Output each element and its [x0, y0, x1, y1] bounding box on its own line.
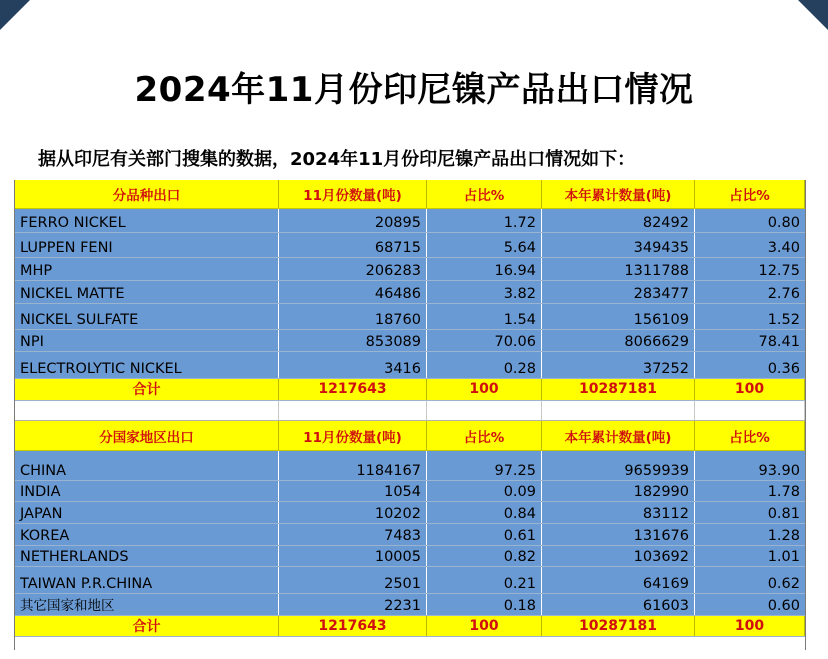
header-cell: 11月份数量(吨) — [279, 421, 427, 450]
blank-cell — [695, 401, 805, 420]
total-month-quantity: 1217643 — [279, 616, 427, 636]
header-cell: 占比% — [427, 421, 542, 450]
product-name: LUPPEN FENI — [15, 233, 279, 257]
month-quantity: 1184167 — [279, 451, 427, 480]
month-quantity: 7483 — [279, 524, 427, 545]
month-quantity: 10202 — [279, 502, 427, 523]
month-quantity: 853089 — [279, 330, 427, 351]
header-cell: 11月份数量(吨) — [279, 180, 427, 208]
ytd-share: 0.60 — [767, 598, 800, 614]
ytd-share: 1.28 — [767, 528, 800, 544]
table-row — [15, 304, 805, 330]
header-cell: 分国家地区出口 — [15, 421, 279, 450]
header-cell: 分品种出口 — [15, 180, 279, 208]
total-ytd-share: 100 — [695, 616, 805, 636]
corner-decoration-right — [798, 0, 828, 30]
month-share: 0.09 — [427, 481, 542, 501]
country-name: INDIA — [15, 481, 279, 501]
ytd-share: 12.75 — [758, 263, 800, 279]
table-row — [15, 546, 805, 567]
table-row — [15, 481, 805, 502]
month-share: 0.84 — [427, 502, 542, 523]
export-spreadsheet — [14, 180, 806, 650]
country-header-row — [15, 421, 805, 451]
ytd-share: 1.78 — [767, 484, 800, 500]
ytd-quantity: 182990 — [542, 481, 695, 501]
page-title: 2024年11月份印尼镍产品出口情况 — [134, 70, 694, 110]
country-name: KOREA — [15, 524, 279, 545]
ytd-quantity: 37252 — [542, 352, 695, 378]
product-name: NICKEL SULFATE — [15, 304, 279, 329]
month-quantity: 10005 — [279, 546, 427, 566]
header-cell: 本年累计数量(吨) — [542, 180, 695, 208]
table-row — [15, 451, 805, 481]
table-row — [15, 524, 805, 546]
table-row — [15, 209, 805, 233]
product-name: MHP — [15, 258, 279, 280]
ytd-quantity: 283477 — [542, 281, 695, 303]
product-name: NICKEL MATTE — [15, 281, 279, 303]
ytd-quantity: 8066629 — [542, 330, 695, 351]
month-quantity: 2501 — [279, 567, 427, 593]
ytd-quantity: 131676 — [542, 524, 695, 545]
table-row — [15, 502, 805, 524]
ytd-quantity: 1311788 — [542, 258, 695, 280]
table-row — [15, 352, 805, 379]
product-name: FERRO NICKEL — [15, 209, 279, 232]
month-quantity: 206283 — [279, 258, 427, 280]
country-name: CHINA — [15, 451, 279, 480]
ytd-quantity: 83112 — [542, 502, 695, 523]
table-row — [15, 594, 805, 616]
ytd-share: 1.01 — [767, 549, 800, 565]
month-share: 0.82 — [427, 546, 542, 566]
total-month-share: 100 — [427, 379, 542, 400]
blank-spacer-row — [15, 401, 805, 421]
ytd-share: 1.52 — [767, 312, 800, 328]
total-ytd-share: 100 — [695, 379, 805, 400]
month-share: 0.61 — [427, 524, 542, 545]
corner-decoration-left — [0, 0, 30, 30]
table-row — [15, 567, 805, 594]
product-total-row — [15, 379, 805, 401]
header-cell: 占比% — [695, 180, 805, 208]
intro-text: 据从印尼有关部门搜集的数据，2024年11月份印尼镍产品出口情况如下： — [38, 149, 636, 170]
ytd-share: 93.90 — [758, 463, 800, 479]
total-ytd-quantity: 10287181 — [542, 379, 695, 400]
ytd-share: 3.40 — [767, 240, 800, 256]
blank-cell — [427, 401, 542, 420]
product-header-row — [15, 180, 805, 209]
month-quantity: 1054 — [279, 481, 427, 501]
ytd-share: 0.36 — [767, 361, 800, 377]
country-name: 其它国家和地区 — [15, 594, 279, 615]
month-quantity: 20895 — [279, 209, 427, 232]
table-row — [15, 281, 805, 304]
ytd-quantity: 61603 — [542, 594, 695, 615]
month-share: 97.25 — [427, 451, 542, 480]
blank-cell — [15, 401, 279, 420]
month-share: 1.54 — [427, 304, 542, 329]
ytd-share: 2.76 — [767, 286, 800, 302]
month-share: 1.72 — [427, 209, 542, 232]
month-share: 5.64 — [427, 233, 542, 257]
header-cell: 占比% — [427, 180, 542, 208]
month-share: 16.94 — [427, 258, 542, 280]
month-share: 70.06 — [427, 330, 542, 351]
month-quantity: 3416 — [279, 352, 427, 378]
month-share: 0.18 — [427, 594, 542, 615]
table-row — [15, 330, 805, 352]
ytd-share: 0.81 — [767, 506, 800, 522]
total-month-share: 100 — [427, 616, 542, 636]
blank-cell — [279, 401, 427, 420]
month-quantity: 46486 — [279, 281, 427, 303]
ytd-quantity: 82492 — [542, 209, 695, 232]
ytd-share: 0.80 — [767, 215, 800, 231]
country-name: NETHERLANDS — [15, 546, 279, 566]
total-ytd-quantity: 10287181 — [542, 616, 695, 636]
ytd-share: 0.62 — [767, 576, 800, 592]
ytd-quantity: 349435 — [542, 233, 695, 257]
country-name: TAIWAN P.R.CHINA — [15, 567, 279, 593]
header-cell: 本年累计数量(吨) — [542, 421, 695, 450]
total-label: 合计 — [15, 379, 279, 400]
header-cell: 占比% — [695, 421, 805, 450]
month-share: 0.28 — [427, 352, 542, 378]
ytd-quantity: 103692 — [542, 546, 695, 566]
month-share: 3.82 — [427, 281, 542, 303]
ytd-share: 78.41 — [758, 334, 800, 350]
month-quantity: 68715 — [279, 233, 427, 257]
total-label: 合计 — [15, 616, 279, 636]
ytd-quantity: 9659939 — [542, 451, 695, 480]
product-name: NPI — [15, 330, 279, 351]
total-month-quantity: 1217643 — [279, 379, 427, 400]
table-row — [15, 233, 805, 258]
country-name: JAPAN — [15, 502, 279, 523]
table-row — [15, 258, 805, 281]
ytd-quantity: 156109 — [542, 304, 695, 329]
country-total-row — [15, 616, 805, 637]
month-share: 0.21 — [427, 567, 542, 593]
ytd-quantity: 64169 — [542, 567, 695, 593]
month-quantity: 18760 — [279, 304, 427, 329]
product-name: ELECTROLYTIC NICKEL — [15, 352, 279, 378]
blank-cell — [542, 401, 695, 420]
month-quantity: 2231 — [279, 594, 427, 615]
